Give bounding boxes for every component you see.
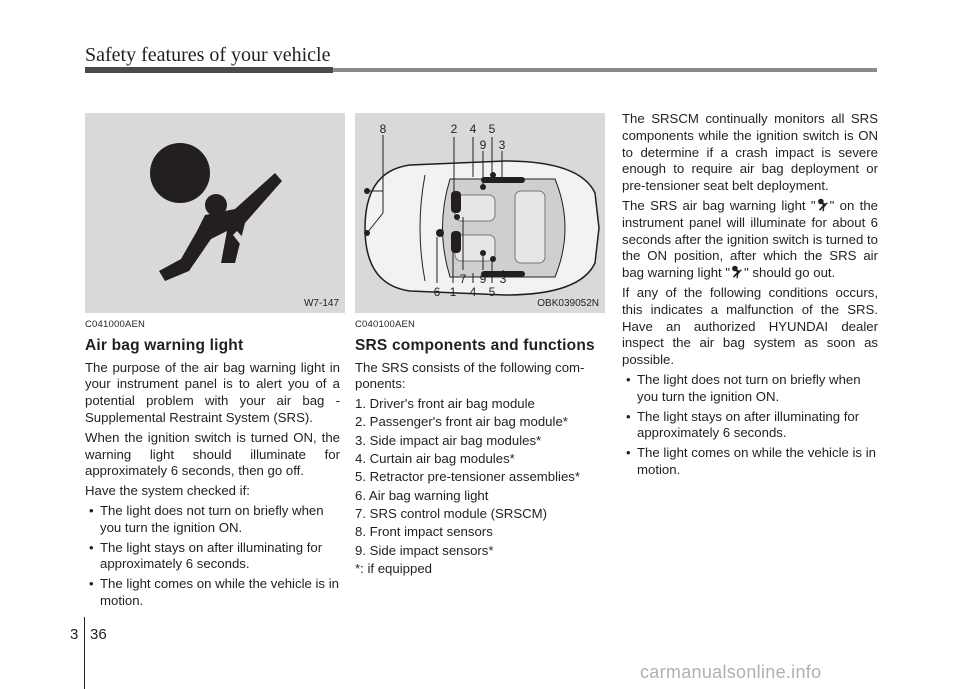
diagram-label: 3 (499, 272, 507, 286)
watermark: carmanualsonline.info (640, 662, 822, 682)
diagram-label: 1 (449, 285, 457, 299)
components-list (355, 396, 610, 577)
figure-code: W7-147 (303, 298, 339, 309)
text-run: The SRS air bag warning light " (622, 197, 816, 213)
diagram-label: 9 (479, 272, 487, 286)
list-item: 1. Driver's front air bag module (355, 396, 535, 412)
diagram-label: 3 (498, 138, 506, 152)
airbag-warning-figure (85, 113, 345, 313)
airbag-warning-icon (816, 198, 830, 212)
list-item: 9. Side impact sensors* (355, 542, 494, 558)
paragraph: When the ignition switch is turned ON, the warning light should illuminate for approximately 6 seconds, then go off. (85, 429, 340, 479)
airbag-warning-icon (730, 265, 744, 279)
bullet-list (85, 503, 340, 610)
footnote: *: if equipped (355, 560, 432, 576)
list-item: 2. Passenger's front air bag module* (355, 414, 568, 430)
paragraph: Have the system checked if: (85, 483, 250, 499)
diagram-label: 8 (379, 122, 387, 136)
text-run: " should go out. (744, 265, 836, 281)
diagram-label: 5 (488, 285, 496, 299)
section-heading: Air bag warning light (85, 336, 244, 354)
diagram-label: 7 (459, 272, 467, 286)
diagram-label: 6 (433, 285, 441, 299)
section-heading: SRS components and functions (355, 336, 595, 354)
list-item: 6. Air bag warning light (355, 487, 489, 503)
bullet-list (622, 372, 878, 479)
section-code: C040100AEN (355, 319, 416, 330)
bullet-item: • The light stays on after illuminating for approximately 6 seconds. (622, 409, 878, 443)
figure-code: OBK039052N (537, 298, 599, 309)
list-item: 8. Front impact sensors (355, 524, 493, 540)
srs-components-figure (355, 113, 605, 313)
diagram-label: 4 (469, 122, 477, 136)
bullet-item: • The light stays on after illuminating for approximately 6 seconds. (85, 540, 340, 574)
list-item: 4. Curtain air bag modules* (355, 451, 515, 467)
footer-divider (84, 617, 85, 689)
diagram-label: 4 (469, 285, 477, 299)
bullet-item: • The light does not turn on briefly when you turn the ignition ON. (622, 372, 878, 406)
header-rule (85, 68, 877, 72)
srscm-section (622, 111, 878, 482)
airbag-warning-icon (85, 113, 345, 313)
chapter-number: 3 (70, 626, 79, 643)
diagram-label: 5 (488, 122, 496, 136)
page-number: 36 (90, 626, 107, 643)
paragraph (622, 198, 878, 282)
section-code: C041000AEN (85, 319, 146, 330)
bullet-item: • The light comes on while the vehicle is in motion. (622, 445, 878, 479)
list-item: 3. Side impact air bag modules* (355, 432, 542, 448)
page-header-title: Safety features of your vehicle (85, 44, 331, 66)
diagram-label: 9 (479, 138, 487, 152)
paragraph: The SRSCM continually monitors all SRS components while the ignition switch is ON to determine if a crash impact is severe enough to require air bag deployment or pre-tensioner seat belt deployment. (622, 111, 878, 194)
paragraph: The SRS consists of the following com-ponents: (355, 359, 585, 392)
srs-components-section (355, 317, 610, 579)
paragraph: If any of the following conditions occurs, this indicates a malfunction of the SRS. Have an authorized HYUNDAI dealer inspect the air bag system as soon as possible. (622, 284, 878, 368)
list-item: 7. SRS control module (SRSCM) (355, 505, 548, 521)
diagram-label: 2 (450, 122, 458, 136)
bullet-item: • The light comes on while the vehicle is in motion. (85, 576, 340, 610)
car-top-view-diagram (355, 113, 605, 313)
airbag-warning-section (85, 317, 340, 613)
text-run: " on the instrument panel will illuminate for about 6 seconds after the ignition switch is turned to the ON position, after which the SRS air bag warning light " (622, 197, 878, 281)
paragraph: The purpose of the air bag warning light in your instrument panel is to alert you of a potential problem with your air bag - Supplemental Restraint System (SRS). (85, 359, 340, 425)
bullet-item: • The light does not turn on briefly when you turn the ignition ON. (85, 503, 340, 537)
list-item: 5. Retractor pre-tensioner assemblies* (355, 469, 581, 485)
